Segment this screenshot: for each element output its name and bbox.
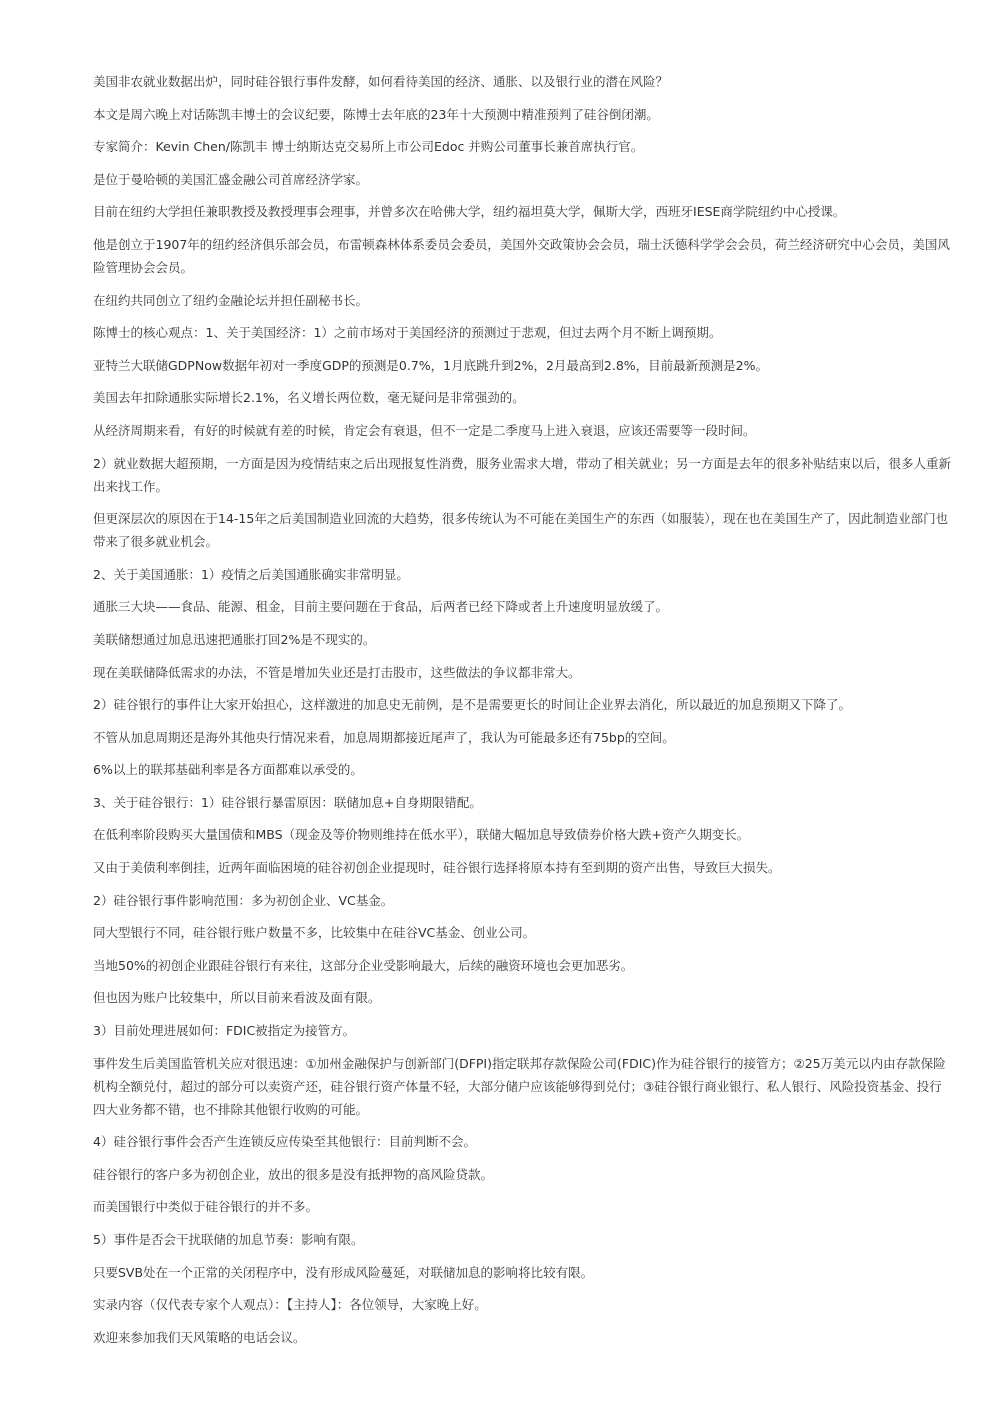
paragraph: 4）硅谷银行事件会否产生连锁反应传染至其他银行：目前判断不会。 bbox=[93, 1134, 476, 1150]
paragraph: 只要SVB处在一个正常的关闭程序中，没有形成风险蔓延，对联储加息的影响将比较有限。 bbox=[93, 1264, 594, 1280]
paragraph: 2）就业数据大超预期，一方面是因为疫情结束之后出现报复性消费，服务业需求大增，带动了相关就业；另一方面是去年的很多补贴结束以后，很多人重新出来找工作。 bbox=[93, 455, 951, 494]
paragraph: 2）硅谷银行事件影响范围：多为初创企业、VC基金。 bbox=[93, 892, 394, 908]
paragraph: 3、关于硅谷银行：1）硅谷银行暴雷原因：联储加息+自身期限错配。 bbox=[93, 794, 482, 810]
paragraph: 实录内容（仅代表专家个人观点）：【主持人】：各位领导，大家晚上好。 bbox=[93, 1297, 487, 1313]
paragraph: 硅谷银行的客户多为初创企业，放出的很多是没有抵押物的高风险贷款。 bbox=[93, 1166, 494, 1182]
paragraph: 从经济周期来看，有好的时候就有差的时候，肯定会有衰退，但不一定是二季度马上进入衰退，应该还需要等一段时间。 bbox=[93, 422, 756, 438]
paragraph: 当地50%的初创企业跟硅谷银行有来往，这部分企业受影响最大，后续的融资环境也会更加恶劣。 bbox=[93, 957, 634, 973]
paragraph: 他是创立于1907年的纽约经济俱乐部会员，布雷顿森林体系委员会委员，美国外交政策协会会员，瑞士沃德科学学会会员，荷兰经济研究中心会员，美国风险管理协会会员。 bbox=[93, 236, 950, 275]
paragraph: 2、关于美国通胀：1）疫情之后美国通胀确实非常明显。 bbox=[93, 566, 409, 582]
paragraph: 现在美联储降低需求的办法，不管是增加失业还是打击股市，这些做法的争议都非常大。 bbox=[93, 664, 581, 680]
paragraph: 是位于曼哈顿的美国汇盛金融公司首席经济学家。 bbox=[93, 171, 369, 187]
paragraph: 而美国银行中类似于硅谷银行的并不多。 bbox=[93, 1199, 319, 1215]
paragraph: 6%以上的联邦基础利率是各方面都难以承受的。 bbox=[93, 762, 363, 778]
paragraph: 但更深层次的原因在于14-15年之后美国制造业回流的大趋势，很多传统认为不可能在美国生产的东西（如服装），现在也在美国生产了，因此制造业部门也带来了很多就业机会。 bbox=[93, 511, 949, 550]
paragraph: 本文是周六晚上对话陈凯丰博士的会议纪要，陈博士去年底的23年十大预测中精准预判了硅谷倒闭潮。 bbox=[93, 106, 659, 122]
paragraph: 在低利率阶段购买大量国债和MBS（现金及等价物则维持在低水平），联储大幅加息导致债券价格大跌+资产久期变长。 bbox=[93, 827, 750, 843]
paragraph: 目前在纽约大学担任兼职教授及教授理事会理事，并曾多次在哈佛大学，纽约福坦莫大学，佩斯大学，西班牙IESE商学院纽约中心授课。 bbox=[93, 204, 846, 220]
paragraph: 陈博士的核心观点：1、关于美国经济：1）之前市场对于美国经济的预测过于悲观，但过去两个月不断上调预期。 bbox=[93, 325, 722, 341]
paragraph: 专家简介：Kevin Chen/陈凯丰 博士纳斯达克交易所上市公司Edoc 并购公司董事长兼首席执行官。 bbox=[93, 139, 644, 155]
paragraph: 美国去年扣除通胀实际增长2.1%，名义增长两位数，毫无疑问是非常强劲的。 bbox=[93, 390, 525, 406]
paragraph: 又由于美债利率倒挂，近两年面临困境的硅谷初创企业提现时，硅谷银行选择将原本持有至到期的资产出售，导致巨大损失。 bbox=[93, 860, 781, 876]
document-body bbox=[93, 70, 951, 1358]
paragraph: 但也因为账户比较集中，所以目前来看波及面有限。 bbox=[93, 990, 381, 1006]
paragraph: 亚特兰大联储GDPNow数据年初对一季度GDP的预测是0.7%，1月底跳升到2%，2月最高到2.8%，目前最新预测是2%。 bbox=[93, 357, 769, 373]
paragraph: 欢迎来参加我们天风策略的电话会议。 bbox=[93, 1329, 306, 1345]
paragraph: 5）事件是否会干扰联储的加息节奏：影响有限。 bbox=[93, 1232, 364, 1247]
paragraph: 通胀三大块——食品、能源、租金，目前主要问题在于食品，后两者已经下降或者上升速度明显放缓了。 bbox=[93, 599, 669, 615]
paragraph: 美国非农就业数据出炉，同时硅谷银行事件发酵，如何看待美国的经济、通胀、以及银行业的潜在风险？ bbox=[93, 74, 669, 89]
paragraph: 不管从加息周期还是海外其他央行情况来看，加息周期都接近尾声了，我认为可能最多还有75bp的空间。 bbox=[93, 729, 675, 745]
paragraph: 同大型银行不同，硅谷银行账户数量不多，比较集中在硅谷VC基金、创业公司。 bbox=[93, 925, 536, 941]
paragraph: 事件发生后美国监管机关应对很迅速：①加州金融保护与创新部门(DFPI)指定联邦存款保险公司(FDIC)作为硅谷银行的接管方；②25万美元以内由存款保险机构全额兑付，超过的部分可以卖资产还，硅谷银行资产体量不轻，大部分储户应该能够得到兑付；③硅谷银行商业银行、私人银行、风险投资基金、投行四大业务都不错，也不排除其他银行收购的可能。 bbox=[93, 1055, 946, 1117]
paragraph: 美联储想通过加息迅速把通胀打回2%是不现实的。 bbox=[93, 631, 376, 647]
paragraph: 2）硅谷银行的事件让大家开始担心，这样激进的加息史无前例，是不是需要更长的时间让企业界去消化，所以最近的加息预期又下降了。 bbox=[93, 697, 851, 713]
paragraph: 在纽约共同创立了纽约金融论坛并担任副秘书长。 bbox=[93, 292, 369, 308]
paragraph: 3）目前处理进展如何：FDIC被指定为接管方。 bbox=[93, 1023, 356, 1039]
